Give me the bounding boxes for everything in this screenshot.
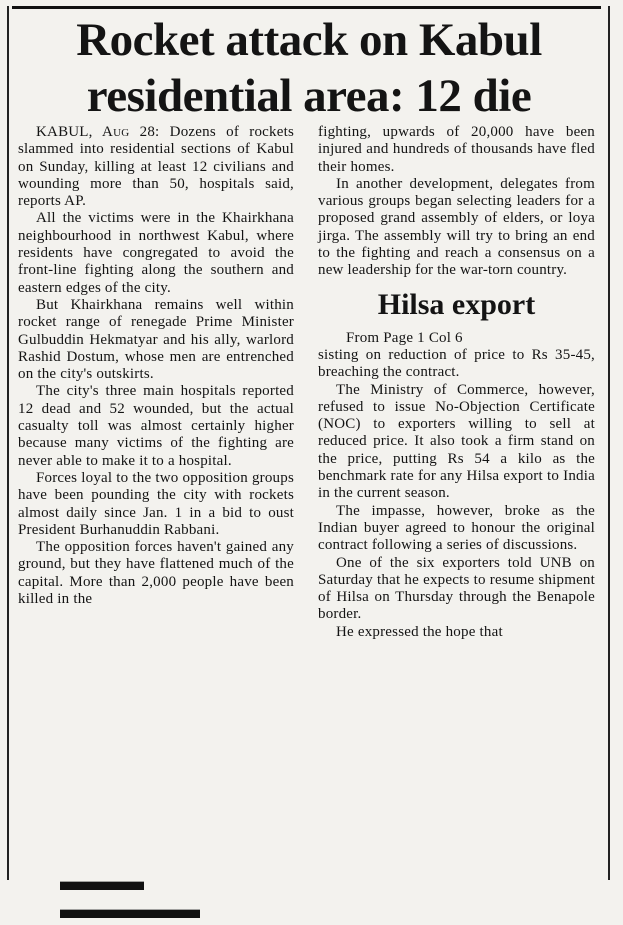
article-column-2: [318, 124, 595, 641]
article-paragraph: The opposition forces haven't gained any ground, but they have flattened much of the capital. More than 2,000 people have been killed in the: [18, 539, 294, 608]
hilsa-paragraph: The Ministry of Commerce, however, refused to issue No-Objection Certificate (NOC) to exporters willing to sell at reduced price. It also took a firm stand on the price, putting Rs 54 a kilo as the benchmark rate for any Hilsa export to India in the current season.: [318, 381, 595, 502]
hilsa-paragraph: He expressed the hope that: [336, 623, 503, 640]
cut-off-glyphs-image: ▬▬▬ ▬▬▬▬▬: [60, 866, 200, 925]
top-rule: [12, 6, 601, 9]
hilsa-paragraph: One of the six exporters told UNB on Saturday that he expects to resume shipment of Hilsa on Thursday through the Benapole border.: [318, 554, 595, 623]
right-column-rule: [608, 6, 610, 880]
cut-off-headline-fragment: [60, 866, 280, 925]
hilsa-continuation: sisting on reduction of price to Rs 35-45, breaching the contract.: [318, 346, 595, 381]
article-paragraph: But Khairkhana remains well within rocket range of renegade Prime Minister Gulbuddin Hekmatyar and his ally, warlord Rashid Dostum, whose men are entrenched on the city's outskirts.: [18, 296, 294, 383]
continued-from-label: From Page 1 Col 6: [346, 329, 463, 346]
article-paragraph: All the victims were in the Khairkhana neighbourhood in northwest Kabul, where residents have congregated to avoid the front-line fighting along the southern and eastern edges of the city.: [18, 210, 294, 296]
article-paragraph: In another development, delegates from various groups began selecting leaders for a proposed grand assembly of elders, or loya jirga. The assembly will try to bring an end to the fighting and reach a consensus on a new leadership for the war-torn country.: [318, 175, 595, 279]
article-paragraph: Forces loyal to the two opposition groups have been pounding the city with rockets almost daily since Jan. 1 in a bid to oust President Burhanuddin Rabbani.: [18, 469, 294, 538]
article-continuation: fighting, upwards of 20,000 have been injured and hundreds of thousands have fled their homes.: [318, 124, 595, 175]
hilsa-paragraph: The impasse, however, broke as the Indian buyer agreed to honour the original contract following a series of discussions.: [318, 502, 595, 554]
dateline: KABUL, Aug 28:: [36, 124, 160, 140]
article-paragraph: The city's three main hospitals reported 12 dead and 52 wounded, but the actual casualty toll was almost certainly higher because many victims of the fighting are never able to make it to a hospital.: [18, 383, 294, 469]
hilsa-headline: Hilsa export: [377, 287, 536, 321]
headline-line-1: Rocket attack on Kabul: [76, 14, 542, 66]
article-column-1: [18, 124, 294, 608]
article-paragraph: KABUL, Aug 28: Dozens of rockets slammed into residential sections of Kabul on Sunday, killing at least 12 civilians and wounding more than 50, hospitals said, reports AP.: [18, 124, 294, 210]
left-column-rule: [7, 6, 9, 880]
headline-line-2: residential area: 12 die: [86, 70, 532, 122]
article-headline: [14, 12, 604, 124]
